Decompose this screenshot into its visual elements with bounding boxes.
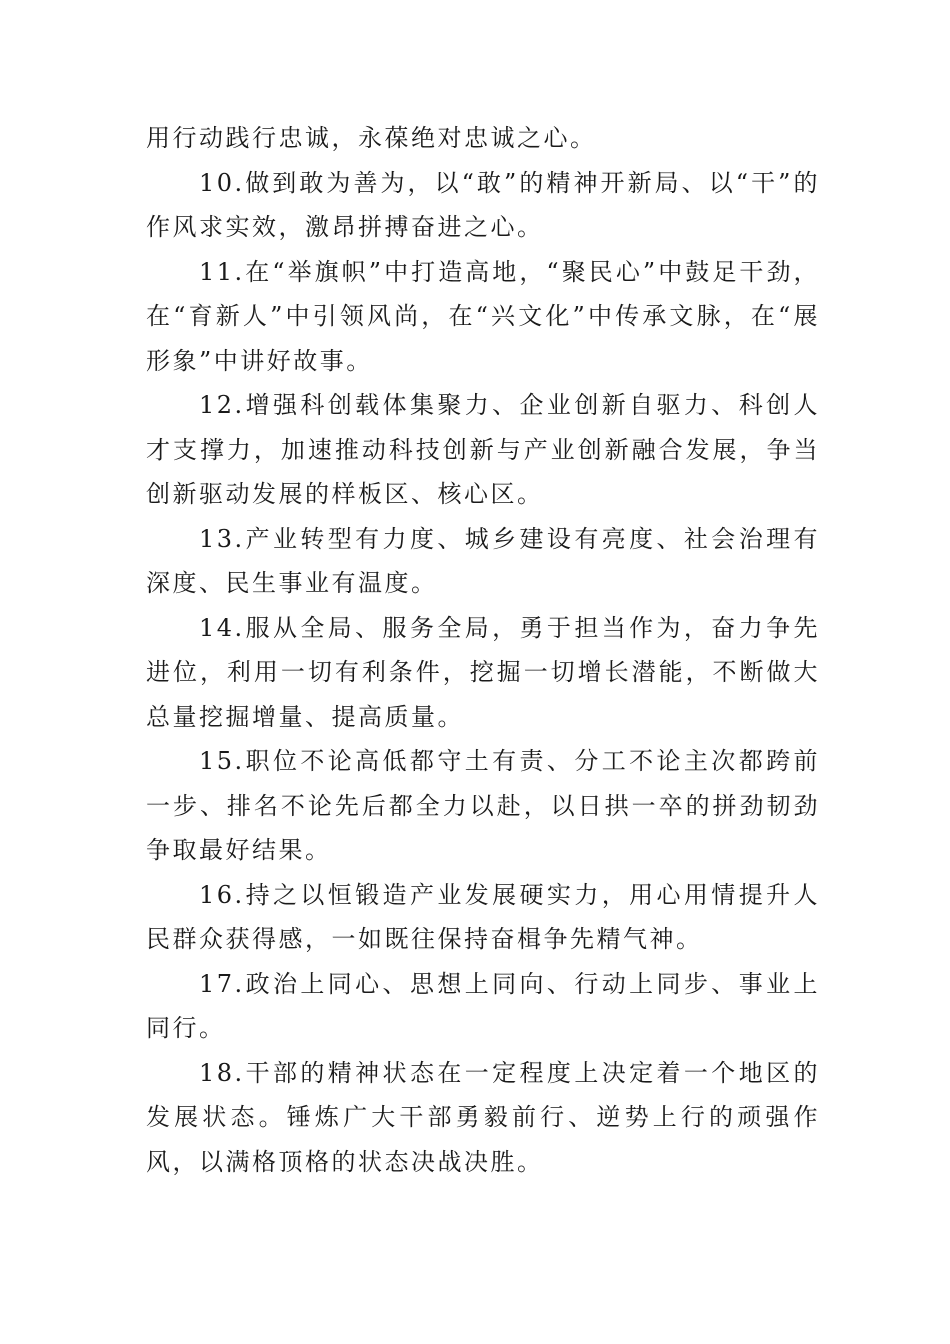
document-body — [146, 116, 820, 1184]
paragraph-item-14: 14.服从全局、服务全局，勇于担当作为，奋力争先进位，利用一切有利条件，挖掘一切增长潜能，不断做大总量挖掘增量、提高质量。 — [146, 613, 820, 731]
paragraph-item-13: 13.产业转型有力度、城乡建设有亮度、社会治理有深度、民生事业有温度。 — [146, 524, 820, 597]
paragraph-item-12: 12.增强科创载体集聚力、企业创新自驱力、科创人才支撑力，加速推动科技创新与产业创新融合发展，争当创新驱动发展的样板区、核心区。 — [146, 391, 820, 508]
paragraph-item-16: 16.持之以恒锻造产业发展硬实力，用心用情提升人民群众获得感，一如既往保持奋楫争先精气神。 — [146, 880, 820, 953]
paragraph-item-10: 10.做到敢为善为，以“敢”的精神开新局、以“干”的作风求实效，激昂拼搏奋进之心。 — [146, 168, 820, 241]
paragraph-item-15: 15.职位不论高低都守土有责、分工不论主次都跨前一步、排名不论先后都全力以赴，以日拱一卒的拼劲韧劲争取最好结果。 — [146, 747, 820, 864]
paragraph-item-17: 17.政治上同心、思想上同向、行动上同步、事业上同行。 — [146, 969, 820, 1042]
paragraph-continuation: 用行动践行忠诚，永葆绝对忠诚之心。 — [146, 124, 597, 152]
paragraph-item-18: 18.干部的精神状态在一定程度上决定着一个地区的发展状态。锤炼广大干部勇毅前行、逆势上行的顽强作风，以满格顶格的状态决战决胜。 — [146, 1058, 820, 1176]
paragraph-item-11: 11.在“举旗帜”中打造高地，“聚民心”中鼓足干劲，在“育新人”中引领风尚，在“兴文化”中传承文脉，在“展形象”中讲好故事。 — [146, 257, 820, 375]
